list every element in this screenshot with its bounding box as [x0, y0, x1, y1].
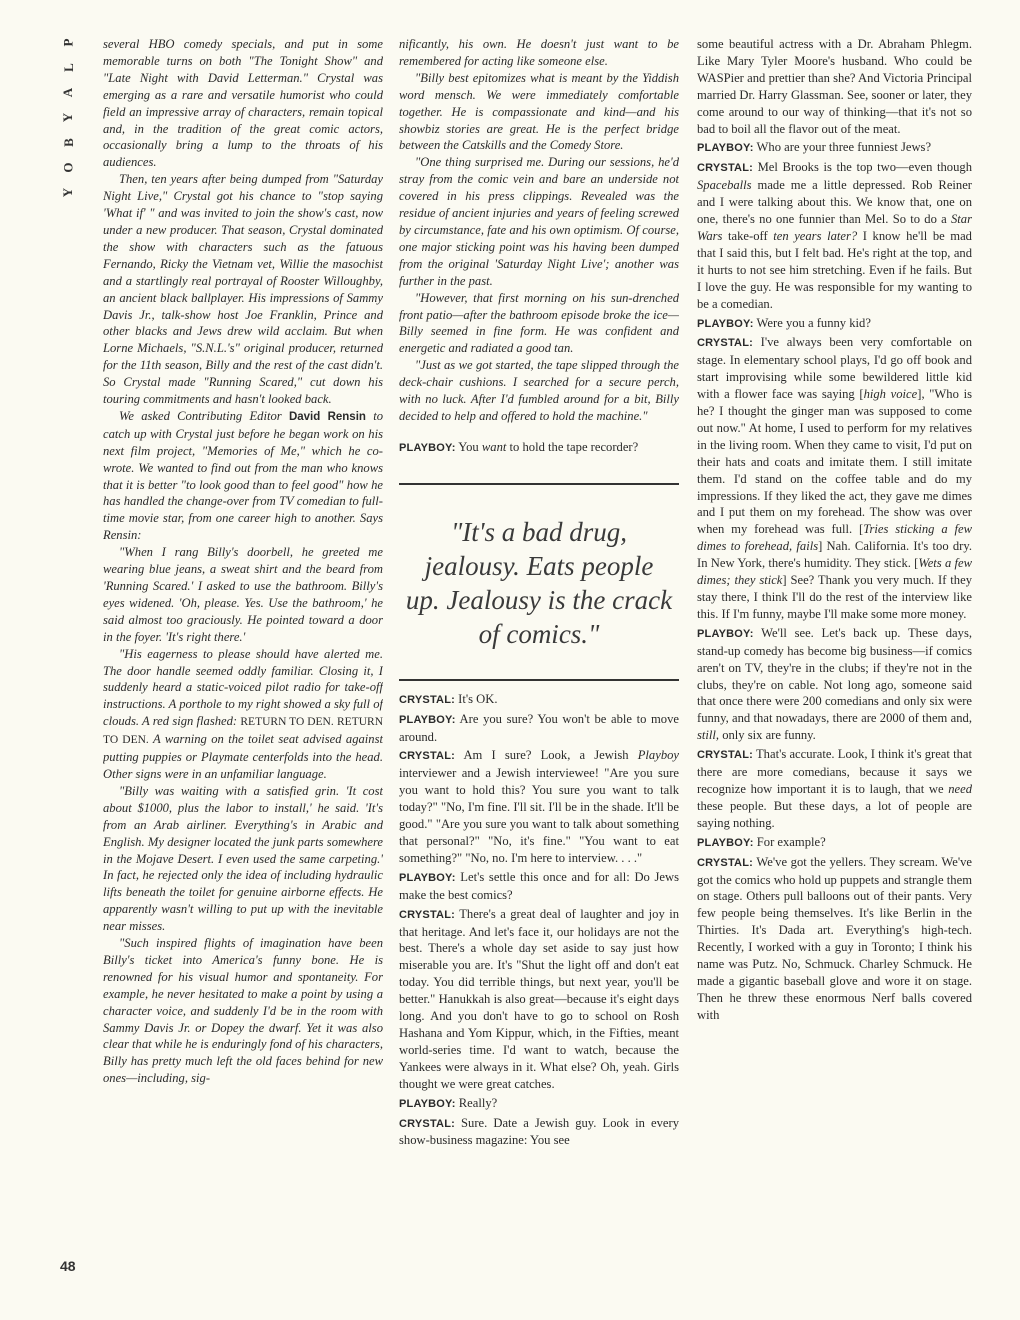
intro-paragraph: "Just as we got started, the tape slipped through the deck-chair cushions. I searched for a secure perch, with no luck. After I'd fumbled around for a bit, Billy decided to help and offered to hold the machine."	[399, 358, 679, 423]
contributor-name: David Rensin	[288, 410, 366, 423]
interview-question: PLAYBOY: Who are your three funniest Jews?	[697, 140, 932, 155]
interview-question: PLAYBOY: Are you sure? You won't be able to move around.	[399, 711, 679, 744]
interview-answer: CRYSTAL: We've got the yellers. They scream. We've got the comics who hold up puppets and strangle them on stage. Others pull balloons out of their pants. Very few people being themselves. It's like Berlin in the Thirties. It's Dada art. Everything's high-tech. Recently, I worked with a guy in Toronto; I think his name was Putz. No, Schmuck. Charley Schmuck. He made a gigantic baseball glove and wore it on stage. Then he threw these enormous Nerf balls covered with	[697, 854, 972, 1022]
interview-question: PLAYBOY: We'll see. Let's back up. These days, stand-up comedy has become big business—if comics aren't on TV, they're in the clubs; if they're not in the clubs, they're on cable. Not long ago, someone said that once there were 200 comedians and only six were funny, and that nowadays, there are 2000 of them and, still, only six are funny.	[697, 625, 972, 743]
intro-paragraph: nificantly, his own. He doesn't just want to be remembered for acting like someone else.	[399, 37, 679, 68]
masthead-letter: A	[60, 87, 76, 98]
interview-answer: CRYSTAL: That's accurate. Look, I think it's great that there are more comedians, because it says we recognize how important it is to laugh, that we need these people. But these days, a lot of people are saying nothing.	[697, 747, 972, 830]
interview-question: PLAYBOY: Really?	[399, 1095, 498, 1110]
masthead-letter: P	[60, 38, 76, 47]
speaker-label: CRYSTAL:	[399, 1117, 455, 1130]
speaker-label: PLAYBOY:	[697, 836, 754, 849]
speaker-label: CRYSTAL:	[399, 750, 455, 763]
speaker-label: PLAYBOY:	[399, 1097, 456, 1110]
intro-paragraph: "One thing surprised me. During our sessions, he'd stray from the comic vein and bare an underside not covered in his press clippings. Revealed was the residue of ancient injuries and years of feeling screwed by circumstance, fate and his own optimism. Of course, one major sticking point was his having been dumped from the original 'Saturday Night Live'; another was further in the past.	[399, 155, 679, 288]
speaker-label: PLAYBOY:	[697, 317, 754, 330]
interview-answer: CRYSTAL: Mel Brooks is the top two—even though Spaceballs made me a little depressed. Rob Reiner and I were talking about this. We know that, one on one, there's no one funnier than Mel. So to do a Star Wars take-off ten years later? I know he'll be mad that I said this, but I felt bad. He's right at the top, and it hurts to not see him stretching. Even if he fails. But I love the guy. He was responsible for my wanting to be a comedian.	[697, 160, 972, 311]
speaker-label: PLAYBOY:	[399, 871, 456, 884]
masthead-letter: Y	[60, 187, 76, 198]
speaker-label: PLAYBOY:	[697, 627, 754, 640]
intro-paragraph: Then, ten years after being dumped from "Saturday Night Live," Crystal got his chance to "stop saying 'What if' " and was invited to join the show's cast, now under a new producer. That season, Crystal dominated the show with characters such as the fatuous Fernando, Ricky the Vietnam vet, Willie the masochist and a startlingly real portrayal of Rooster Willoughby, an ancient black ballplayer. His impressions of Sammy Davis Jr., talk-show host Joe Franklin, Prince and other blacks and Jews drew wild acclaim. But when Lorne Michaels, "S.N.L.'s" original producer, returned for the 11th season, Billy and the rest of the cast didn't. So Crystal made "Running Scared," cut down his touring commitments and hasn't looked back.	[103, 172, 383, 407]
masthead-letter: Y	[60, 112, 76, 123]
interview-question: PLAYBOY: You want to hold the tape recorder?	[399, 439, 639, 454]
intro-paragraph: "Billy was waiting with a satisfied grin. 'It cost about $1000, plus the labor to install,' he said. 'It's from an Arab airliner. Everything's in Arabic and English. My designer located the junk parts somewhere in the Mojave Desert. I even used the same carpeting.' In fact, he rejected only the idea of including hydraulic lifts beneath the toilet for genuine airborne effects. He apparently wasn't willing to put up with the inevitable near misses.	[103, 783, 383, 934]
intro-paragraph: "However, that first morning on his sun-drenched front patio—after the bathroom episode broke the ice—Billy seemed in fine form. He was confident and energetic and radiated a good tan.	[399, 290, 679, 356]
intro-paragraph: "Such inspired flights of imagination have been Billy's ticket into America's funny bone. He is renowned for his visual humor and spontaneity. For example, he never hesitated to make a point by using a character voice, and suddenly I'd be in the room with Sammy Davis Jr. or Dopey the dwarf. Yet it was also clear that while he is enduringly fond of his characters, Billy has pretty much left the old faces behind for new ones—including, sig-	[103, 936, 383, 1086]
intro-paragraph: "Billy best epitomizes what is meant by the Yiddish word mensch. We were immediately comfortable together. He is compassionate and kind—and his showbiz stories are great. He is the perfect bridge between the Catskills and the Comedy Store.	[399, 70, 679, 153]
interview-answer: CRYSTAL: It's OK.	[399, 691, 498, 706]
masthead-letter: O	[60, 162, 76, 173]
sign-text: RETURN TO DEN.	[103, 716, 383, 747]
interview-question: PLAYBOY: For example?	[697, 834, 826, 849]
interview-question: PLAYBOY: Were you a funny kid?	[697, 315, 871, 330]
interview-answer: CRYSTAL: Sure. Date a Jewish guy. Look in every show-business magazine: You see	[399, 1115, 679, 1148]
interview-answer: CRYSTAL: Am I sure? Look, a Jewish Playboy interviewer and a Jewish interviewee! "Are you sure you want to hold this? You sure you want to talk today?" "No, I'm fine. I'll sit. I'll be in the shade. It'll be good." "Are you sure you want to talk about something that personal?" "No, it's fine." "You want to eat something?" "No, no. I'm here to interview. . . ."	[399, 748, 679, 865]
speaker-label: PLAYBOY:	[697, 142, 754, 155]
interview-answer: CRYSTAL: I've always been very comfortable on stage. In elementary school plays, I'd go off book and start improvising while some bewildered little kid with a flower face was saying [high voice], "Who is he? I thought the ginger man was supposed to come out now." At home, I used to perform for my relatives in the living room. When they came to visit, I'd put on their hats and coats and imitate them. I still imitate them. I'd stand on the coffee table and do my impressions. If they liked the act, they gave me dimes and I put them on my forehead. The show was over when my forehead was full. [Tries sticking a few dimes to forehead, fails] Nah. California. It's too dry. In New York, there's humidity. They stick. [Wets a few dimes; they stick] See? Thank you very much. If they stay there, I think I'll do the rest of the interview like this. If I'm funny, maybe I'll make some more money.	[697, 335, 972, 621]
intro-paragraph: several HBO comedy specials, and put in some memorable turns on both "The Tonight Show" and "Late Night with David Letterman." Crystal was emerging as a rare and versatile humorist who could field an impressive array of characters, remain topical and, in the tradition of the great comic actors, occasionally bring a lump to the throats of his audiences.	[103, 37, 383, 170]
masthead-letter: L	[60, 63, 76, 72]
intro-paragraph: "His eagerness to please should have alerted me. The door handle seemed oddly familiar. Closing it, I suddenly heard a static-voiced pilot radio for take-off instructions. A porthole to my right showed a sky full of clouds. A red sign flashed: RETURN TO DEN. RETURN TO DEN. A warning on the toilet seat advised against putting puppies or Playmate centerfolds into the head. Other signs were in an unfamiliar language.	[103, 646, 383, 781]
speaker-label: CRYSTAL:	[697, 162, 753, 175]
interview-answer: CRYSTAL: There's a great deal of laughter and joy in that heritage. And let's face it, our holidays are not the best. There's a whole day set aside to say just how miserable you are. It's "Shut the light off and don't eat today. You did terrible things, but next year, you'll be better." Hanukkah is also great—because it's eight days long. And you don't have to go to school on Rosh Hashana and Yom Kippur, which, in the Fifties, meant world-series time. I'd want to watch, because the Yankees were always in it. What else? Oh, yeah. Girls thought we were great catches.	[399, 906, 679, 1091]
column-2	[399, 36, 679, 1286]
speaker-label: CRYSTAL:	[697, 337, 753, 350]
speaker-label: PLAYBOY:	[399, 713, 456, 726]
column-3	[697, 36, 972, 1286]
masthead-letter: B	[60, 138, 76, 147]
page-number: 48	[60, 1258, 76, 1274]
speaker-label: CRYSTAL:	[399, 693, 455, 706]
intro-paragraph: "When I rang Billy's doorbell, he greeted me wearing blue jeans, a sweat shirt and the beard from 'Running Scared.' I asked to use the bathroom. Billy's eyes widened. 'Oh, please. Yes. Use the bathroom,' he said almost too graciously. He pointed toward a door in the foyer. 'It's right there.'	[103, 545, 383, 644]
speaker-label: CRYSTAL:	[399, 908, 455, 921]
intro-paragraph: We asked Contributing Editor David Rensin to catch up with Crystal just before he began work on his next film project, "Memories of Me," which he co-wrote. We wanted to find out from the man who knows that it is better "to look good than to feel good" how he has handled the change-over from TV comedian to full-time movie star, from one career high to another. Says Rensin:	[103, 408, 383, 543]
speaker-label: CRYSTAL:	[697, 749, 753, 762]
column-1	[103, 36, 383, 1286]
pull-quote: "It's a bad drug, jealousy. Eats people up. Jealousy is the crack of comics."	[399, 483, 679, 681]
speaker-label: PLAYBOY:	[399, 441, 456, 454]
interview-answer-continued: some beautiful actress with a Dr. Abraham Phlegm. Like Mary Tyler Moore's husband. Who could be WASPier and prettier than she? And Victoria Principal married Dr. Harry Glassman. See, sooner or later, they come around to our way of thinking—that it's not so bad to boil all the flavor out of the meat.	[697, 37, 972, 136]
masthead	[56, 30, 80, 205]
sign-text: RETURN TO DEN.	[240, 716, 334, 729]
speaker-label: CRYSTAL:	[697, 856, 753, 869]
interview-question: PLAYBOY: Let's settle this once and for all: Do Jews make the best comics?	[399, 869, 679, 902]
